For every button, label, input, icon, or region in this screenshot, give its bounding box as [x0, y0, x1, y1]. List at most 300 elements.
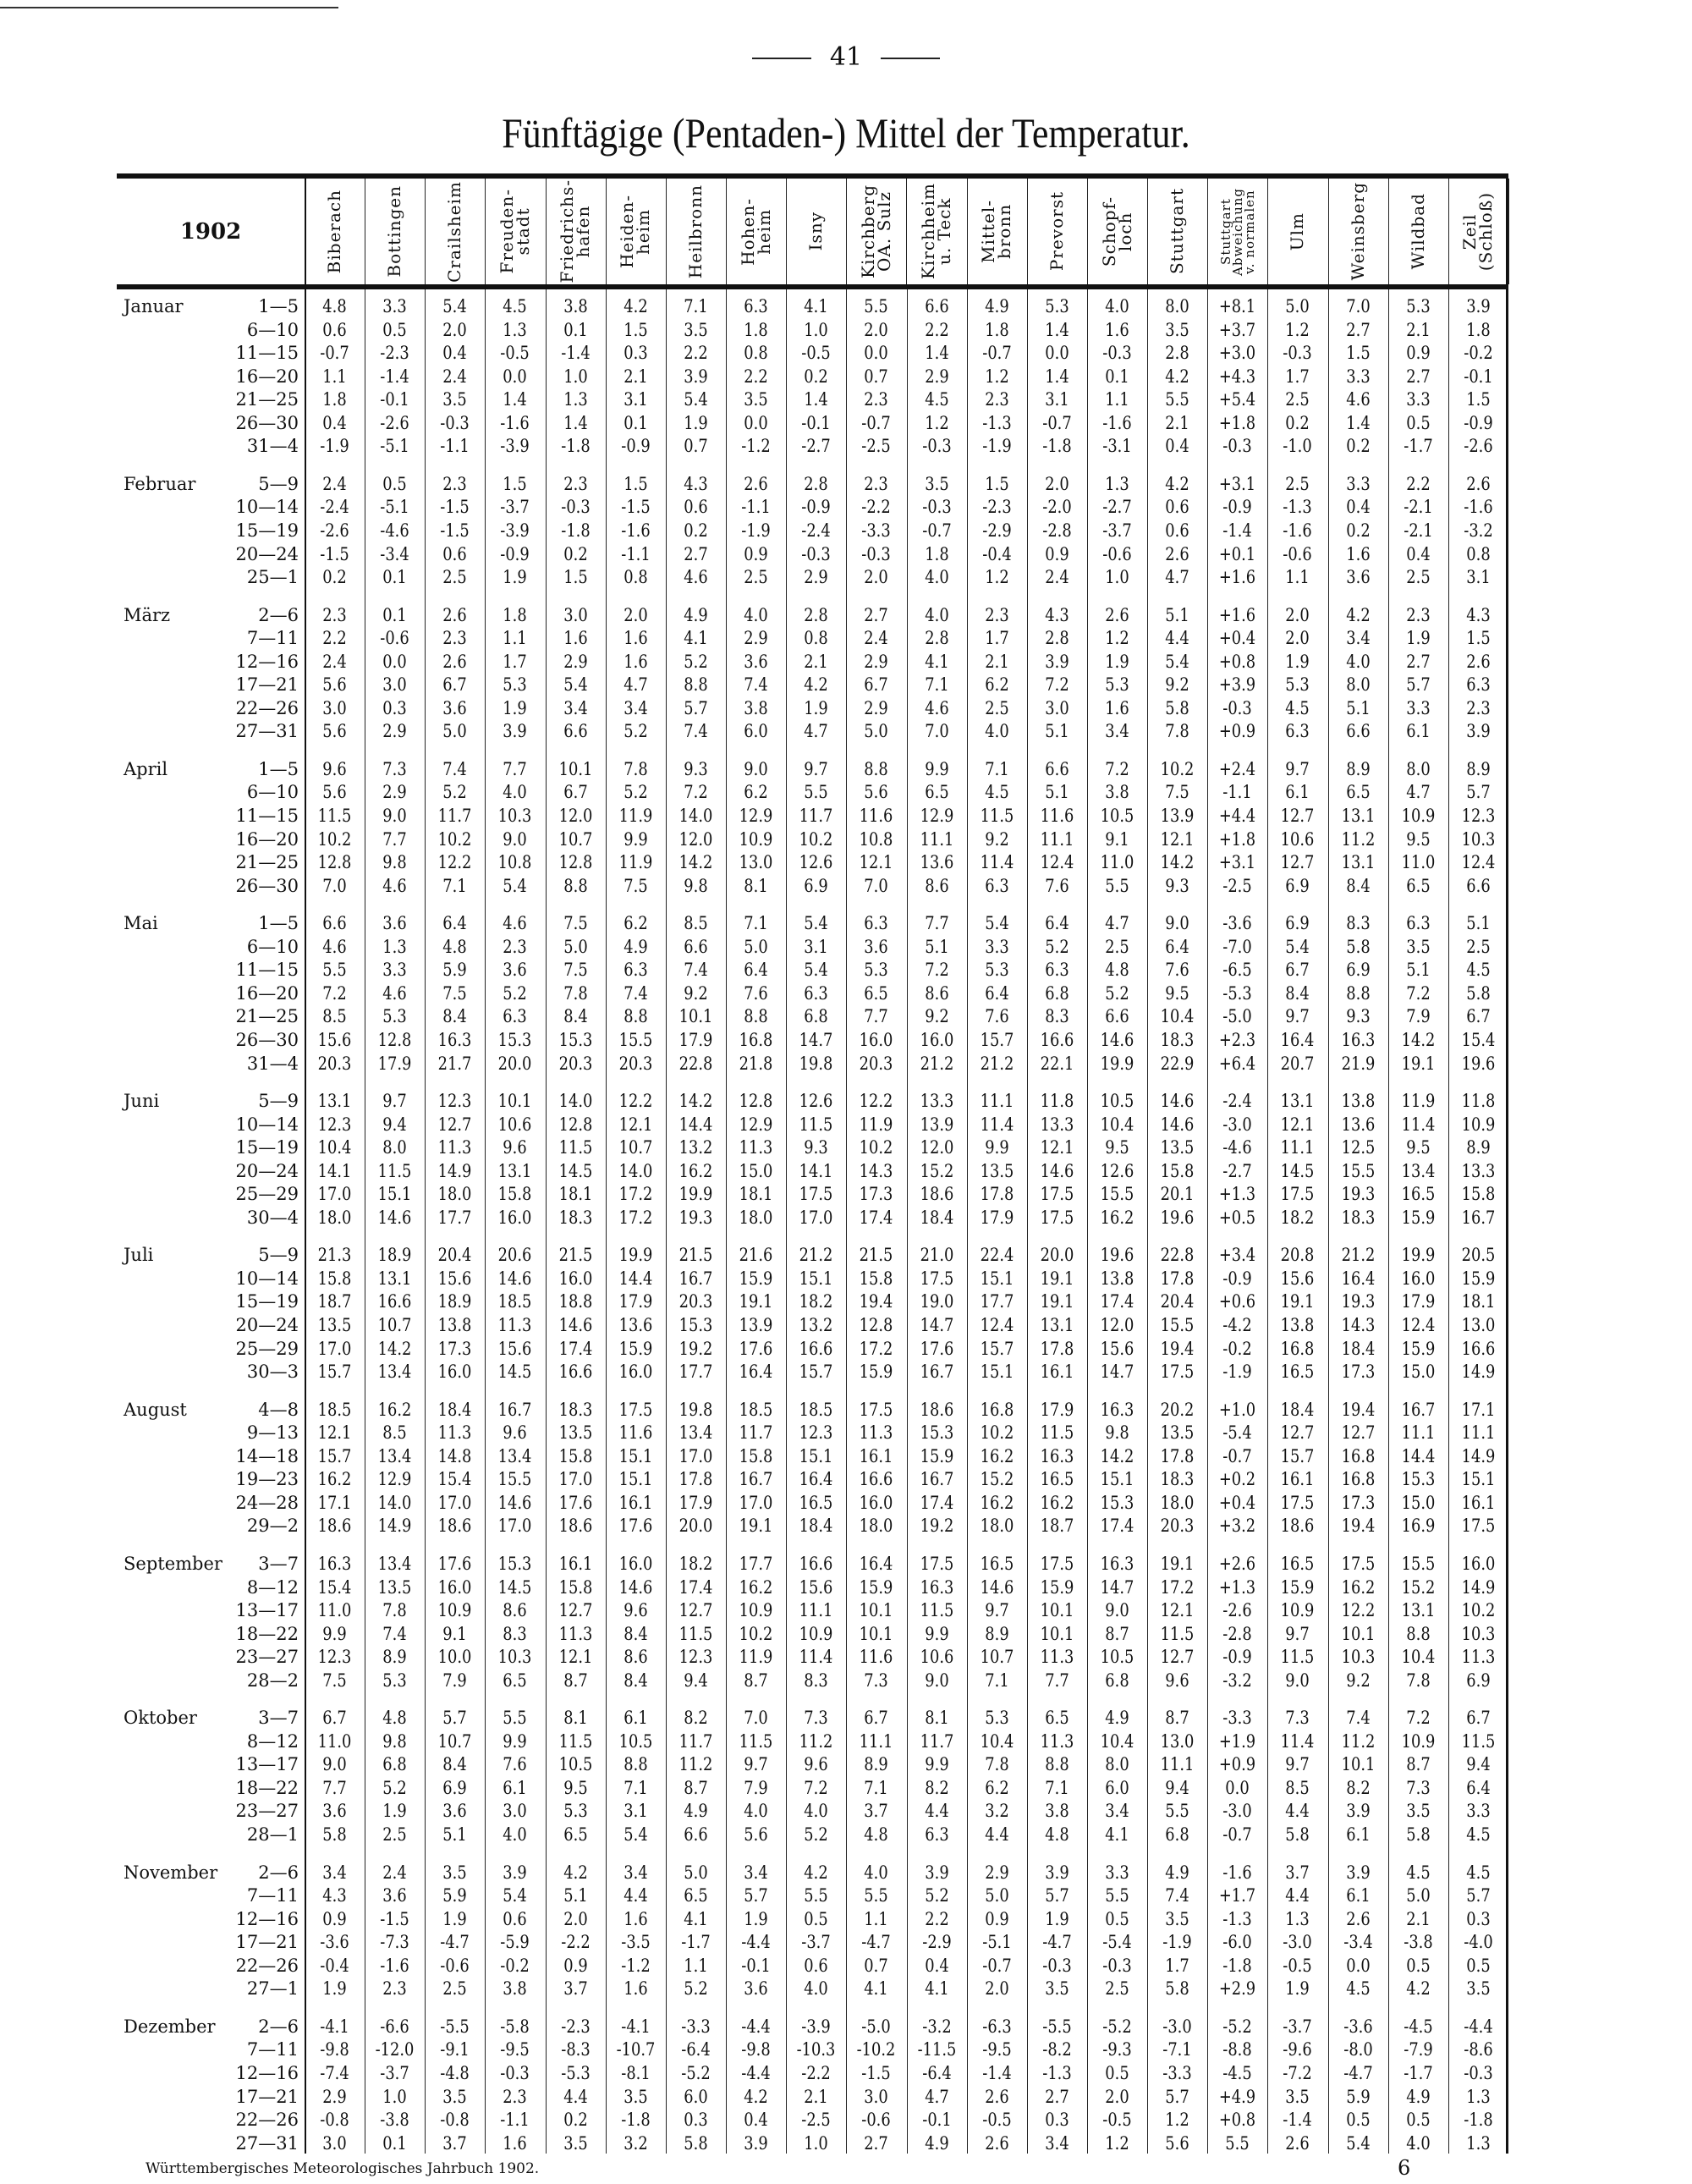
- temperature-cell: 0.4: [924, 1955, 949, 1976]
- temperature-cell: 9.2: [984, 828, 1009, 850]
- temperature-cell: -0.9: [1222, 497, 1252, 518]
- temperature-cell: 13.1: [1281, 1091, 1315, 1112]
- temperature-cell: -0.7: [1042, 412, 1072, 433]
- temperature-cell: 17.5: [920, 1268, 953, 1289]
- temperature-cell: 5.8: [1285, 1824, 1310, 1845]
- table-row: [117, 829, 1508, 853]
- pentad-period: 25—29: [235, 1338, 299, 1359]
- temperature-cell: 10.4: [980, 1730, 1014, 1752]
- temperature-cell: 2.9: [924, 366, 949, 387]
- temperature-cell: 9.8: [382, 1730, 407, 1752]
- temperature-cell: 18.1: [558, 1184, 592, 1205]
- column-header: [425, 179, 486, 284]
- temperature-cell: 6.7: [563, 782, 588, 803]
- temperature-cell: 10.6: [498, 1114, 532, 1135]
- table-row: [117, 1708, 1508, 1731]
- temperature-cell: 10.7: [437, 1730, 472, 1752]
- temperature-cell: 15.2: [920, 1160, 953, 1181]
- table-row: [117, 1006, 1508, 1030]
- temperature-cell: 5.2: [624, 721, 648, 742]
- temperature-cell: -4.4: [741, 1932, 771, 1953]
- temperature-cell: 6.8: [382, 1754, 407, 1775]
- temperature-cell: 1.6: [1105, 697, 1129, 718]
- temperature-cell: 9.8: [382, 852, 407, 873]
- temperature-cell: 16.3: [1040, 1445, 1074, 1466]
- temperature-cell: 9.1: [442, 1623, 467, 1644]
- temperature-cell: -0.5: [1102, 2110, 1132, 2131]
- temperature-cell: 9.9: [924, 1623, 949, 1644]
- temperature-cell: 13.8: [1281, 1315, 1315, 1335]
- temperature-cell: 21.9: [1341, 1053, 1375, 1074]
- temperature-cell: 11.3: [739, 1137, 773, 1158]
- temperature-cell: 0.9: [744, 543, 768, 564]
- temperature-cell: 3.8: [744, 697, 768, 718]
- temperature-cell: 12.3: [437, 1091, 472, 1112]
- pentad-period: 10—14: [235, 1114, 299, 1135]
- temperature-cell: 4.9: [624, 936, 648, 957]
- temperature-cell: +1.8: [1219, 412, 1256, 433]
- temperature-cell: 16.1: [1040, 1362, 1074, 1383]
- temperature-cell: 16.1: [558, 1553, 592, 1574]
- temperature-cell: 13.0: [1160, 1730, 1195, 1752]
- temperature-cell: 12.9: [739, 806, 773, 826]
- temperature-cell: 2.6: [1466, 473, 1491, 494]
- temperature-cell: 4.7: [1405, 782, 1431, 803]
- temperature-cell: 11.1: [1401, 1422, 1436, 1444]
- table-row: [117, 1208, 1508, 1231]
- pentad-period: 3—7: [258, 1553, 299, 1574]
- temperature-cell: 14.6: [618, 1576, 653, 1598]
- temperature-cell: 16.0: [1461, 1553, 1496, 1574]
- temperature-cell: 8.8: [624, 1754, 648, 1775]
- temperature-cell: 19.9: [1100, 1053, 1134, 1074]
- temperature-cell: 15.2: [1401, 1576, 1436, 1598]
- temperature-cell: 4.3: [1466, 604, 1491, 625]
- temperature-cell: 4.2: [1405, 1978, 1431, 2000]
- temperature-cell: 18.2: [1281, 1207, 1315, 1228]
- temperature-cell: 9.0: [503, 828, 528, 850]
- temperature-cell: 4.0: [1345, 651, 1371, 672]
- temperature-cell: 2.4: [1045, 567, 1069, 588]
- pentad-period: 4—8: [258, 1399, 299, 1420]
- temperature-cell: -10.2: [856, 2039, 896, 2060]
- temperature-cell: -7.2: [1283, 2062, 1313, 2083]
- temperature-cell: 9.5: [563, 1777, 588, 1798]
- temperature-cell: 16.9: [1401, 1516, 1436, 1537]
- pentad-period: 19—23: [235, 1469, 299, 1490]
- temperature-cell: 16.3: [1100, 1399, 1134, 1420]
- temperature-cell: 14.1: [317, 1160, 352, 1181]
- temperature-cell: 1.3: [382, 936, 407, 957]
- temperature-cell: 15.9: [1461, 1268, 1496, 1289]
- temperature-cell: 1.6: [563, 628, 588, 649]
- table-row: [117, 1422, 1508, 1446]
- temperature-cell: 0.5: [382, 319, 407, 340]
- temperature-cell: +4.4: [1219, 806, 1256, 826]
- temperature-cell: 1.4: [804, 389, 828, 410]
- temperature-cell: 2.9: [864, 697, 889, 718]
- temperature-cell: 16.0: [558, 1268, 592, 1289]
- temperature-cell: 8.8: [684, 674, 708, 696]
- temperature-cell: 15.3: [558, 1029, 592, 1050]
- temperature-cell: +1.3: [1219, 1184, 1256, 1205]
- temperature-cell: 8.2: [1345, 1777, 1371, 1798]
- temperature-cell: 20.8: [1281, 1245, 1315, 1266]
- temperature-cell: 0.2: [563, 2110, 588, 2131]
- temperature-cell: 5.8: [1165, 697, 1189, 718]
- temperature-cell: 8.1: [563, 1708, 588, 1729]
- temperature-cell: 19.0: [920, 1291, 953, 1312]
- table-row: [117, 1978, 1508, 2002]
- pentad-period: 30—4: [246, 1207, 299, 1228]
- temperature-cell: 2.6: [984, 2132, 1009, 2154]
- temperature-cell: 15.5: [498, 1469, 532, 1490]
- temperature-cell: 9.9: [924, 1754, 949, 1775]
- temperature-cell: 11.1: [1040, 828, 1074, 850]
- temperature-cell: 2.9: [744, 628, 768, 649]
- temperature-cell: 6.0: [684, 2086, 708, 2107]
- temperature-cell: 5.1: [442, 1824, 467, 1845]
- temperature-cell: 5.8: [1466, 982, 1491, 1004]
- temperature-cell: 6.7: [442, 674, 467, 696]
- temperature-cell: 4.5: [1466, 1824, 1491, 1845]
- temperature-cell: 20.3: [859, 1053, 893, 1074]
- temperature-cell: 5.4: [804, 960, 828, 981]
- temperature-cell: 11.2: [1341, 828, 1375, 850]
- temperature-cell: 4.1: [804, 296, 828, 316]
- temperature-cell: 15.4: [1461, 1029, 1496, 1050]
- temperature-cell: -4.6: [380, 520, 409, 541]
- temperature-cell: -4.7: [861, 1932, 892, 1953]
- temperature-cell: 2.1: [804, 2086, 828, 2107]
- temperature-cell: 4.2: [804, 674, 828, 696]
- temperature-cell: 15.8: [1461, 1184, 1496, 1205]
- pentad-period: 24—28: [235, 1492, 299, 1513]
- table-row: [117, 1446, 1508, 1470]
- temperature-cell: -0.1: [380, 389, 409, 410]
- temperature-cell: 3.4: [563, 697, 588, 718]
- temperature-cell: 3.3: [1466, 1801, 1491, 1822]
- temperature-cell: -5.2: [1102, 2016, 1132, 2037]
- temperature-cell: 12.4: [980, 1315, 1014, 1335]
- pentad-period: 26—30: [235, 875, 299, 896]
- temperature-cell: 6.1: [1345, 1885, 1371, 1906]
- temperature-cell: +0.9: [1219, 721, 1256, 742]
- temperature-cell: 3.0: [1045, 697, 1069, 718]
- temperature-cell: 3.5: [563, 2132, 588, 2154]
- temperature-cell: 10.2: [317, 828, 352, 850]
- temperature-cell: 19.9: [618, 1245, 653, 1266]
- temperature-cell: 14.9: [377, 1516, 412, 1537]
- temperature-cell: 11.7: [437, 806, 472, 826]
- temperature-cell: -8.2: [1042, 2039, 1072, 2060]
- temperature-cell: 3.5: [1165, 319, 1189, 340]
- temperature-cell: +1.9: [1219, 1730, 1256, 1752]
- temperature-cell: 11.9: [618, 806, 653, 826]
- pentad-period: 14—18: [235, 1445, 299, 1466]
- temperature-cell: -9.8: [741, 2039, 771, 2060]
- temperature-cell: 22.8: [678, 1053, 713, 1074]
- temperature-cell: -2.3: [380, 343, 409, 364]
- temperature-cell: 2.6: [984, 2086, 1009, 2107]
- temperature-cell: 15.6: [317, 1029, 352, 1050]
- temperature-cell: 12.1: [1281, 1114, 1315, 1135]
- temperature-cell: 4.1: [864, 1978, 889, 2000]
- temperature-cell: 6.6: [684, 936, 708, 957]
- temperature-cell: 20.2: [1160, 1399, 1195, 1420]
- temperature-cell: 0.7: [864, 366, 889, 387]
- temperature-cell: 0.6: [804, 1955, 828, 1976]
- temperature-cell: 7.9: [1405, 1006, 1431, 1027]
- temperature-cell: 6.2: [744, 782, 768, 803]
- temperature-cell: 9.9: [924, 758, 949, 779]
- temperature-cell: 5.0: [563, 936, 588, 957]
- temperature-table: [117, 173, 1508, 2154]
- temperature-cell: +1.6: [1219, 604, 1256, 625]
- temperature-cell: 1.5: [563, 567, 588, 588]
- temperature-cell: 22.8: [1160, 1245, 1195, 1266]
- temperature-cell: 2.6: [744, 473, 768, 494]
- temperature-cell: 14.2: [678, 1091, 713, 1112]
- temperature-cell: 13.4: [498, 1445, 532, 1466]
- temperature-cell: 2.6: [442, 604, 467, 625]
- temperature-cell: 1.5: [503, 473, 528, 494]
- temperature-cell: 16.8: [1341, 1445, 1375, 1466]
- temperature-cell: -1.6: [1464, 497, 1493, 518]
- temperature-cell: 2.7: [864, 604, 889, 625]
- temperature-cell: 9.5: [1405, 828, 1431, 850]
- temperature-cell: 0.5: [1105, 2062, 1129, 2083]
- temperature-cell: 6.7: [1466, 1708, 1491, 1729]
- temperature-cell: 3.9: [684, 366, 708, 387]
- table-row: [117, 1114, 1508, 1138]
- column-header-label: Zeil (Schloß): [1459, 191, 1497, 272]
- temperature-cell: 3.8: [1045, 1801, 1069, 1822]
- temperature-cell: -1.5: [320, 543, 349, 564]
- temperature-cell: 10.1: [1040, 1623, 1074, 1644]
- temperature-cell: 3.5: [1405, 1801, 1431, 1822]
- temperature-cell: 4.5: [984, 782, 1009, 803]
- temperature-cell: 1.2: [984, 366, 1009, 387]
- column-header: [1147, 179, 1208, 284]
- temperature-cell: -1.1: [440, 436, 470, 457]
- temperature-cell: 6.3: [804, 982, 828, 1004]
- temperature-cell: +2.9: [1219, 1978, 1256, 2000]
- temperature-cell: 6.6: [322, 913, 347, 934]
- temperature-cell: 17.5: [1461, 1516, 1496, 1537]
- temperature-cell: 9.9: [984, 1137, 1009, 1158]
- temperature-cell: 19.9: [678, 1184, 713, 1205]
- temperature-cell: 2.3: [442, 628, 467, 649]
- temperature-cell: 2.4: [864, 628, 889, 649]
- temperature-cell: 2.8: [804, 604, 828, 625]
- temperature-cell: 4.0: [503, 782, 528, 803]
- temperature-cell: -0.3: [1042, 1955, 1072, 1976]
- temperature-cell: 4.5: [1405, 1862, 1431, 1883]
- temperature-cell: 21.0: [920, 1245, 953, 1266]
- temperature-cell: -5.5: [440, 2016, 470, 2037]
- temperature-cell: 7.1: [442, 875, 467, 896]
- temperature-cell: -3.7: [380, 2062, 409, 2083]
- temperature-cell: 13.0: [739, 852, 773, 873]
- temperature-cell: 2.3: [864, 473, 889, 494]
- temperature-cell: -0.9: [621, 436, 651, 457]
- temperature-cell: 5.3: [563, 1801, 588, 1822]
- temperature-cell: -6.6: [380, 2016, 409, 2037]
- pentad-period: 29—2: [246, 1516, 299, 1537]
- temperature-cell: 1.3: [1285, 1908, 1310, 1929]
- temperature-cell: 21.3: [317, 1245, 352, 1266]
- temperature-cell: 16.0: [859, 1492, 893, 1513]
- temperature-cell: 14.2: [1100, 1445, 1134, 1466]
- temperature-cell: -6.4: [921, 2062, 952, 2083]
- temperature-cell: 1.8: [503, 604, 528, 625]
- temperature-cell: 0.3: [382, 697, 407, 718]
- temperature-cell: 3.5: [624, 2086, 648, 2107]
- temperature-cell: 8.5: [322, 1006, 347, 1027]
- temperature-cell: 5.6: [322, 782, 347, 803]
- temperature-cell: 2.3: [503, 2086, 528, 2107]
- temperature-cell: 17.3: [437, 1338, 472, 1359]
- pentad-period: 23—27: [235, 1801, 299, 1822]
- temperature-cell: 15.0: [1401, 1362, 1436, 1383]
- temperature-cell: 15.7: [799, 1362, 833, 1383]
- temperature-cell: 7.1: [624, 1777, 648, 1798]
- temperature-cell: 12.7: [1281, 806, 1315, 826]
- temperature-cell: 17.6: [618, 1516, 653, 1537]
- temperature-cell: 12.2: [437, 852, 472, 873]
- temperature-cell: 4.0: [924, 567, 949, 588]
- temperature-cell: 6.1: [624, 1708, 648, 1729]
- temperature-cell: -3.6: [320, 1932, 349, 1953]
- temperature-cell: 5.8: [322, 1824, 347, 1845]
- temperature-cell: 0.9: [1405, 343, 1431, 364]
- temperature-cell: 7.3: [1405, 1777, 1431, 1798]
- temperature-cell: 3.9: [1466, 296, 1491, 316]
- temperature-cell: -3.0: [1162, 2016, 1192, 2037]
- temperature-cell: 7.5: [563, 960, 588, 981]
- temperature-cell: 15.8: [1160, 1160, 1195, 1181]
- temperature-cell: 2.7: [1405, 651, 1431, 672]
- table-row: [117, 2133, 1508, 2157]
- column-header-label: Heilbronn: [684, 184, 706, 279]
- temperature-cell: -4.5: [1222, 2062, 1252, 2083]
- temperature-cell: 1.3: [563, 389, 588, 410]
- temperature-cell: 6.1: [503, 1777, 528, 1798]
- temperature-cell: 17.5: [1160, 1362, 1195, 1383]
- temperature-cell: 1.9: [503, 567, 528, 588]
- temperature-cell: -2.4: [1222, 1091, 1252, 1112]
- pentad-period: 11—15: [235, 960, 299, 981]
- temperature-cell: 4.1: [924, 1978, 949, 2000]
- pentad-period: 18—22: [235, 1623, 299, 1644]
- temperature-cell: -0.9: [1464, 412, 1493, 433]
- temperature-cell: 7.1: [1045, 1777, 1069, 1798]
- temperature-cell: 8.8: [1345, 982, 1371, 1004]
- temperature-cell: +0.4: [1219, 1492, 1256, 1513]
- temperature-cell: 21.2: [1341, 1245, 1375, 1266]
- temperature-cell: 11.4: [1281, 1730, 1315, 1752]
- temperature-cell: 9.0: [1165, 913, 1189, 934]
- column-header-label: Ulm: [1287, 212, 1308, 251]
- temperature-cell: 15.1: [799, 1268, 833, 1289]
- temperature-cell: 14.5: [498, 1576, 532, 1598]
- temperature-cell: 20.1: [1160, 1184, 1195, 1205]
- temperature-cell: 0.1: [382, 604, 407, 625]
- temperature-cell: -1.5: [621, 497, 651, 518]
- temperature-cell: 4.2: [744, 2086, 768, 2107]
- pentad-period: 26—30: [235, 1029, 299, 1050]
- temperature-cell: 18.3: [558, 1399, 592, 1420]
- temperature-cell: 1.3: [1466, 2132, 1491, 2154]
- temperature-cell: 0.8: [744, 343, 768, 364]
- temperature-cell: 10.1: [558, 758, 592, 779]
- temperature-cell: 4.0: [984, 721, 1009, 742]
- temperature-cell: 2.0: [624, 604, 648, 625]
- month-label: März: [124, 604, 171, 625]
- temperature-cell: -2.6: [1222, 1600, 1252, 1621]
- temperature-cell: 12.3: [799, 1422, 833, 1444]
- temperature-cell: 15.5: [1401, 1553, 1436, 1574]
- temperature-cell: 7.3: [804, 1708, 828, 1729]
- temperature-cell: 20.3: [317, 1053, 352, 1074]
- temperature-cell: 18.3: [1160, 1029, 1195, 1050]
- temperature-cell: 10.8: [859, 828, 893, 850]
- temperature-cell: 6.8: [804, 1006, 828, 1027]
- temperature-cell: 0.5: [1345, 2110, 1371, 2131]
- temperature-cell: -2.8: [1222, 1623, 1252, 1644]
- temperature-cell: 19.3: [678, 1207, 713, 1228]
- temperature-cell: 4.4: [1285, 1885, 1310, 1906]
- column-header: [1328, 179, 1389, 284]
- temperature-cell: 17.9: [1401, 1291, 1436, 1312]
- pentad-period: 8—12: [246, 1576, 299, 1598]
- temperature-cell: -1.3: [981, 412, 1012, 433]
- temperature-cell: 13.1: [498, 1160, 532, 1181]
- temperature-cell: -12.0: [375, 2039, 415, 2060]
- temperature-cell: 6.7: [1285, 960, 1310, 981]
- temperature-cell: 15.3: [1100, 1492, 1134, 1513]
- temperature-cell: 9.5: [1165, 982, 1189, 1004]
- temperature-cell: 12.8: [317, 852, 352, 873]
- temperature-cell: -1.5: [861, 2062, 892, 2083]
- temperature-cell: -0.6: [1283, 543, 1313, 564]
- temperature-cell: 3.1: [624, 389, 648, 410]
- temperature-cell: 5.5: [503, 1708, 528, 1729]
- temperature-cell: 0.6: [442, 543, 467, 564]
- table-row: [117, 2016, 1508, 2040]
- temperature-cell: -0.7: [1222, 1824, 1252, 1845]
- temperature-cell: 17.6: [739, 1338, 773, 1359]
- pentad-period: 7—11: [246, 2039, 299, 2060]
- temperature-cell: 6.9: [804, 875, 828, 896]
- table-row: [117, 567, 1508, 591]
- table-row: [117, 782, 1508, 806]
- temperature-cell: 13.9: [1160, 806, 1195, 826]
- temperature-cell: 7.2: [322, 982, 347, 1004]
- temperature-cell: 17.0: [739, 1492, 773, 1513]
- temperature-cell: 1.2: [1285, 319, 1310, 340]
- temperature-cell: 6.0: [1105, 1777, 1129, 1798]
- temperature-cell: -0.7: [921, 520, 952, 541]
- temperature-cell: 0.2: [684, 520, 708, 541]
- temperature-cell: 17.3: [859, 1184, 893, 1205]
- temperature-cell: 4.6: [382, 875, 407, 896]
- temperature-cell: 13.4: [678, 1422, 713, 1444]
- temperature-cell: -2.5: [1222, 875, 1252, 896]
- temperature-cell: -1.6: [380, 1955, 409, 1976]
- temperature-cell: 0.2: [1345, 520, 1371, 541]
